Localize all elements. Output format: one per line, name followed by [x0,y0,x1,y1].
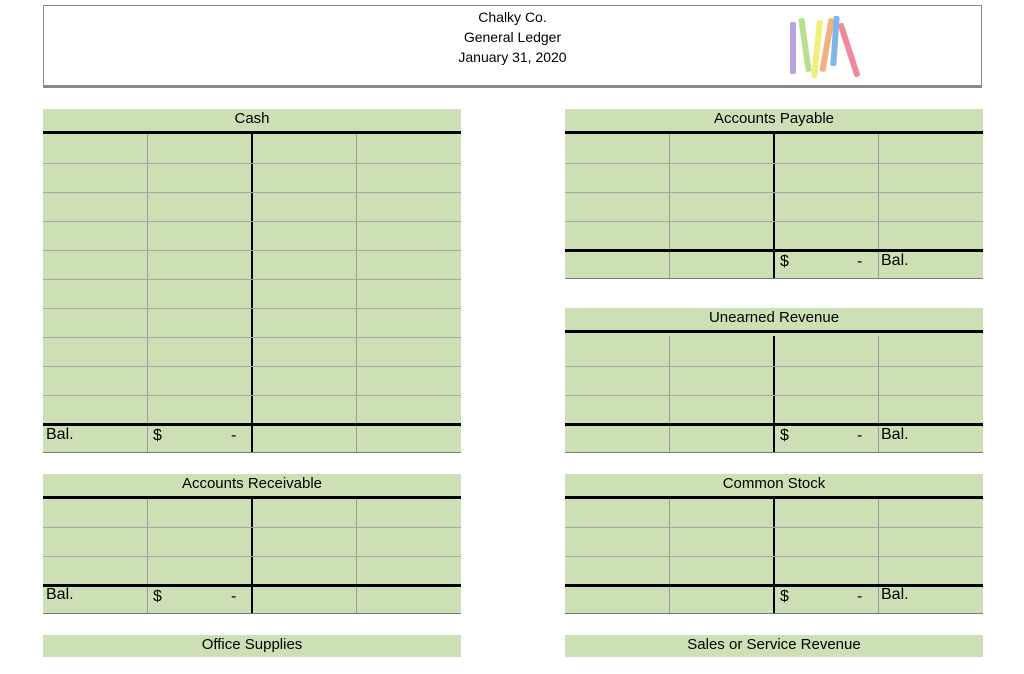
row-line [43,556,461,557]
bottom-rule [565,613,983,614]
balance-label: Bal. [881,252,909,269]
balance-rule [565,423,983,426]
t-account-common-stock [565,474,983,614]
debit-credit-divider [773,134,775,279]
row-line [43,395,461,396]
balance-rule [565,249,983,252]
row-line [565,366,983,367]
row-line [43,527,461,528]
row-line [43,192,461,193]
balance-amount: - [231,427,237,444]
account-title: Office Supplies [201,636,303,653]
chalk-sticks-icon [786,10,876,80]
row-line [43,279,461,280]
row-line [565,395,983,396]
balance-label: Bal. [46,426,74,443]
row-line [565,163,983,164]
balance-rule [43,423,461,426]
t-account-office-supplies [43,635,461,657]
account-title: Unearned Revenue [708,309,840,326]
account-title: Accounts Payable [713,110,835,127]
row-line [565,527,983,528]
t-account-accounts-receivable [43,474,461,614]
column-line [878,134,879,279]
document-title: General Ledger [463,29,562,45]
currency-symbol: $ [780,253,789,270]
ledger-header [43,5,982,88]
bottom-rule [565,278,983,279]
row-line [43,308,461,309]
bottom-rule [43,452,461,453]
column-line [147,134,148,453]
t-account-unearned-revenue [565,308,983,453]
account-title: Accounts Receivable [181,475,323,492]
bottom-rule [43,613,461,614]
t-account-accounts-payable [565,109,983,279]
row-line [565,556,983,557]
title-rule [565,330,983,333]
row-line [565,192,983,193]
row-line [43,250,461,251]
balance-amount: - [231,588,237,605]
t-account-cash [43,109,461,453]
balance-amount: - [857,253,863,270]
balance-amount: - [857,588,863,605]
balance-label: Bal. [881,586,909,603]
column-line [669,134,670,279]
balance-label: Bal. [46,586,74,603]
row-line [565,221,983,222]
balance-label: Bal. [881,426,909,443]
row-line [43,337,461,338]
debit-credit-divider [251,134,253,453]
account-title: Cash [234,110,270,127]
balance-rule [565,584,983,587]
currency-symbol: $ [780,588,789,605]
company-name: Chalky Co. [478,9,547,25]
balance-amount: - [857,427,863,444]
currency-symbol: $ [153,427,162,444]
currency-symbol: $ [780,427,789,444]
bottom-rule [565,452,983,453]
row-line [43,366,461,367]
account-title: Sales or Service Revenue [687,636,861,653]
balance-rule [43,584,461,587]
column-line [356,134,357,453]
ledger-date: January 31, 2020 [458,49,567,65]
row-line [43,221,461,222]
currency-symbol: $ [153,588,162,605]
row-line [43,163,461,164]
t-account-sales-revenue [565,635,983,657]
account-title: Common Stock [722,475,826,492]
